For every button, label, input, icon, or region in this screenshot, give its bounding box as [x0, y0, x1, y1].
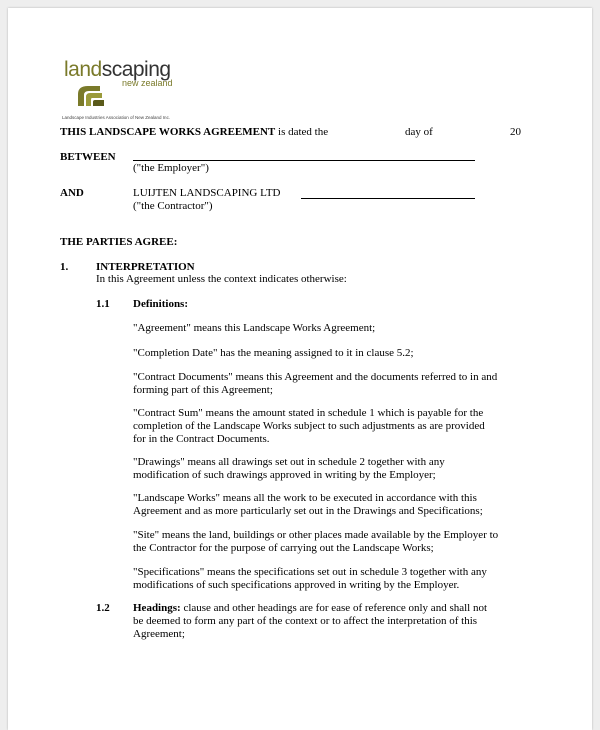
definition-line: forming part of this Agreement;	[133, 384, 273, 396]
definition-line: "Specifications" means the specifications set out in schedule 3 together with any	[133, 566, 487, 578]
agreement-title-line	[60, 126, 328, 139]
headings-line: Agreement;	[133, 628, 185, 640]
definition-agreement	[133, 322, 375, 335]
logo-tagline: Landscape Industries Association of New Zealand Inc.	[62, 115, 171, 120]
definition-line: the Contractor for the purpose of carrying out the Landscape Works;	[133, 542, 434, 554]
definition-line: "Drawings" means all drawings set out in schedule 2 together with any	[133, 456, 445, 468]
definition-line: modification of such drawings approved in writing by the Employer;	[133, 469, 436, 481]
definition-line: "Landscape Works" means all the work to be executed in accordance with this	[133, 492, 477, 504]
definition-line: Agreement and as more particularly set out in the Drawings and Specifications;	[133, 505, 483, 517]
day-of-label: day of	[405, 126, 433, 138]
definition-line: modifications of such specifications approved in writing by the Employer.	[133, 579, 460, 591]
definition-specifications	[133, 566, 487, 592]
parties-agree-heading: THE PARTIES AGREE:	[60, 236, 178, 248]
definition-drawings	[133, 456, 445, 482]
subsection-1-1-number: 1.1	[96, 298, 110, 310]
definition-line: completion of the Landscape Works subject to such adjustments as are provided	[133, 420, 485, 432]
definition-line: "Site" means the land, buildings or other places made available by the Employer to	[133, 529, 499, 541]
definition-line: for in the Contract Documents.	[133, 433, 270, 445]
subsection-1-2-body	[133, 602, 487, 641]
contractor-name: LUIJTEN LANDSCAPING LTD	[133, 187, 281, 199]
and-label: AND	[60, 187, 84, 199]
definition-site	[133, 529, 498, 555]
logo-emblem-icon	[70, 80, 110, 112]
agreement-title: THIS LANDSCAPE WORKS AGREEMENT	[60, 126, 276, 138]
definition-completion-date	[133, 347, 414, 360]
contractor-label: ("the Contractor")	[133, 200, 213, 212]
definition-line: "Contract Documents" means this Agreement and the documents referred to in and	[133, 371, 498, 383]
definition-contract-documents	[133, 371, 497, 397]
dated-text: is dated the	[275, 126, 329, 138]
logo-region: new zealand	[122, 78, 173, 88]
headings-line: be deemed to form any part of the context or to affect the interpretation of this	[133, 615, 478, 627]
definition-line: "Completion Date" has the meaning assigned to it in clause 5.2;	[133, 347, 414, 359]
definition-line: "Contract Sum" means the amount stated in schedule 1 which is payable for the	[133, 407, 484, 419]
section-1-number: 1.	[60, 261, 69, 273]
employer-label: ("the Employer")	[133, 162, 209, 174]
logo-word-part1: land	[64, 58, 102, 81]
subsection-1-1-title: Definitions:	[133, 298, 188, 310]
subsection-1-2-title: Headings:	[133, 602, 181, 614]
year-label: 20	[510, 126, 521, 138]
subsection-1-2-number: 1.2	[96, 602, 110, 614]
definition-landscape-works	[133, 492, 483, 518]
definition-contract-sum	[133, 407, 485, 446]
section-1-title: INTERPRETATION	[96, 261, 195, 273]
contractor-name-line	[301, 198, 475, 199]
between-label: BETWEEN	[60, 151, 116, 163]
section-1-intro: In this Agreement unless the context indicates otherwise:	[96, 273, 347, 285]
employer-name-line	[133, 160, 475, 161]
definition-line: "Agreement" means this Landscape Works Agreement;	[133, 322, 376, 334]
headings-line: clause and other headings are for ease of reference only and shall not	[180, 602, 488, 614]
document-page	[8, 8, 592, 730]
logo	[64, 58, 204, 120]
logo-word-part2: scaping	[101, 58, 171, 81]
